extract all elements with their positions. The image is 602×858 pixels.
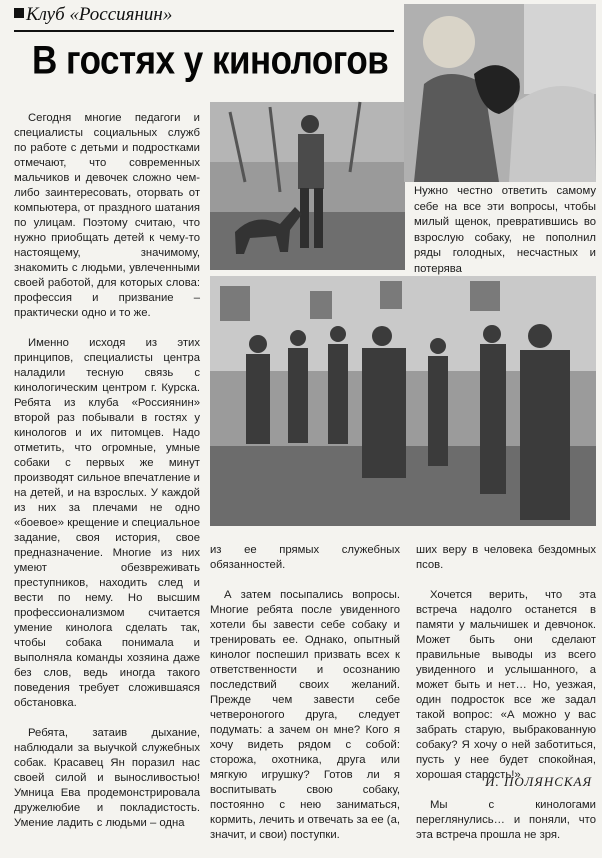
author-signature: И. ПОЛЯНСКАЯ bbox=[485, 774, 592, 789]
paragraph: А затем посыпались вопросы. Многие ребята после увиденного хотели бы завести себе собаку и тренировать ее. Однако, опытный кинолог поспешил призвать всех к ответственности и осознанию последствий своих желаний. Прежде чем завести себе четвероногого друга, следует подумать: а зачем он мне? Кого я хочу видеть рядом с собой: сторожа, охотника, друга или мягкую игрушку? Готов ли я воспитывать свою собаку, постоянно с нею заниматься, кормить, лечить и отвечать за ее (а, значит, и свои) поступки. bbox=[210, 589, 400, 841]
photo-caption: Нужно честно ответить самому себе на все эти вопросы, чтобы милый щенок, превратившись во взрослую собаку, не пополнил ряды голодных, несчастных и потерява bbox=[414, 185, 596, 275]
middle-column bbox=[210, 528, 400, 841]
paragraph: из ее прямых служебных обязанностей. bbox=[210, 544, 400, 571]
paragraph: Именно исходя из этих принципов, специалисты центра наладили тесную связь с кинологическим центром г. Курска. Ребята из клуба «Россиянин» второй раз побывали в гостях у кинологов и их питомцев. Надо отметить, что огромные, умные собаки с первых же минут производят сильное впечатление и на детей, и на взрослых. У каждой из них за плечами не одно «боевое» крещение и специальное задание, своя история, свое предназначение. Многие из них умеют обезвреживать преступников, находить след и вести по нему. Но высшим профессионализмом считается умение кинолога сделать так, чтобы собака понимала и выполняла команды хозяина даже без слов, ведь иногда такого поведения требует сложившаяся обстановка. bbox=[14, 337, 200, 709]
paragraph: ших веру в человека бездомных псов. bbox=[416, 544, 596, 571]
photo-child-with-puppy bbox=[404, 4, 596, 182]
article-title: В гостях у кинологов bbox=[32, 38, 389, 83]
left-column bbox=[14, 96, 200, 829]
photo-kinologist-with-dog bbox=[210, 102, 405, 270]
paragraph: Ребята, затаив дыхание, наблюдали за выучкой служебных собак. Красавец Ян поразил нас своей силой и выносливостью! Умница Ева продемонстрировала дружелюбие и покладистость. Умение ладить с людьми – одна bbox=[14, 727, 200, 829]
club-name: Клуб «Россиянин» bbox=[26, 4, 173, 25]
paragraph: Хочется верить, что эта встреча надолго останется в памяти у мальчишек и девчонок. Может быть они сделают правильные выводы из всего увиденного и услышанного, а может быть и нет… Но, уезжая, один подросток все же задал такой вопрос: «А можно у вас забрать старую, выбракованную собаку? Я хочу о ней заботиться, пусть у нее будет спокойная, хорошая старость!» bbox=[416, 589, 596, 781]
paragraph: Сегодня многие педагоги и специалисты социальных служб по работе с детьми и подростками отмечают, что современных мальчиков и девочек сложно чем-либо заинтересовать, оторвать от компьютера, от праздного шатания по улицам. Поэтому считаю, что нужно приобщать детей к чему-то настоящему, значимому, знакомить с людьми, увлеченными своей работой, для которых слова: профессия и призвание – практически одно и то же. bbox=[14, 112, 200, 319]
club-bullet-icon bbox=[14, 8, 24, 18]
photo-group-with-kinologists bbox=[210, 276, 596, 526]
paragraph: Мы с кинологами переглянулись… и поняли, что эта встреча прошла не зря. bbox=[416, 799, 596, 841]
